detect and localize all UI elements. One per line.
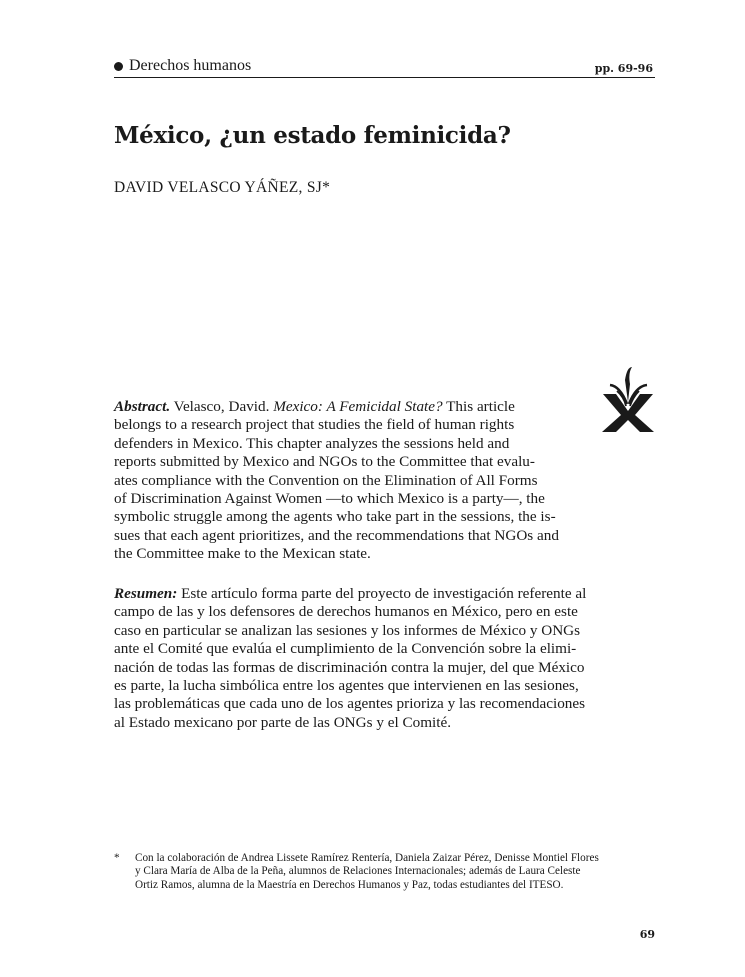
resumen-paragraph bbox=[114, 585, 655, 732]
resumen-line: campo de las y los defensores de derechos humanos en México, pero en este bbox=[114, 603, 578, 621]
footnote bbox=[114, 852, 655, 892]
abstract-line: ates compliance with the Convention on the Elimination of All Forms bbox=[114, 471, 538, 489]
resumen-line: es parte, la lucha simbólica entre los agentes que intervienen en las sesiones, bbox=[114, 677, 579, 695]
resumen-line: Este artículo forma parte del proyecto de investigación referente al bbox=[181, 585, 587, 602]
section-bullet-icon bbox=[114, 62, 123, 71]
abstract-line: defenders in Mexico. This chapter analyzes the sessions held and bbox=[114, 434, 510, 452]
abstract-paragraph bbox=[114, 398, 644, 564]
resumen-label: Resumen: bbox=[114, 585, 178, 602]
abstract-line: belongs to a research project that studies the field of human rights bbox=[114, 416, 515, 434]
page-range: pp. 69-96 bbox=[594, 62, 653, 75]
article-title: México, ¿un estado feminicida? bbox=[114, 122, 511, 149]
abstract-line: of Discrimination Against Women —to which Mexico is a party—, the bbox=[114, 490, 545, 508]
footnote-mark: * bbox=[114, 852, 120, 864]
page-number: 69 bbox=[639, 928, 655, 941]
resumen-line: caso en particular se analizan las sesiones y los informes de México y ONGs bbox=[114, 621, 581, 639]
abstract-line: symbolic struggle among the agents who take part in the sessions, the is- bbox=[114, 508, 556, 526]
abstract-citation-author: Velasco, David. bbox=[173, 398, 270, 415]
resumen-line: ante el Comité que evalúa el cumplimiento de la Convención sobre la elimi- bbox=[114, 640, 577, 658]
footnote-line: Ortiz Ramos, alumna de la Maestría en Derechos Humanos y Paz, todas estudiantes del ITESO. bbox=[135, 878, 564, 891]
footnote-line: Con la colaboración de Andrea Lissete Ramírez Rentería, Daniela Zaizar Pérez, Denisse Montiel Flores bbox=[135, 852, 599, 864]
running-header-section bbox=[114, 57, 251, 75]
header-divider bbox=[114, 77, 655, 78]
abstract-citation-title: Mexico: A Femicidal State? bbox=[273, 398, 443, 415]
abstract-line: the Committee make to the Mexican state. bbox=[114, 545, 371, 563]
abstract-line: This article bbox=[446, 398, 515, 415]
section-name: Derechos humanos bbox=[129, 57, 252, 74]
resumen-line: al Estado mexicano por parte de las ONGs y el Comité. bbox=[114, 713, 451, 731]
footnote-line: y Clara María de Alba de la Peña, alumnos de Relaciones Internacionales; además de Laura Celeste bbox=[135, 865, 581, 878]
article-author: DAVID VELASCO YÁÑEZ, SJ* bbox=[114, 179, 331, 196]
abstract-label: Abstract. bbox=[114, 398, 171, 415]
footnote-text bbox=[135, 852, 599, 892]
resumen-line: las problemáticas que cada uno de los agentes prioriza y las recomendaciones bbox=[114, 695, 586, 713]
resumen-line: nación de todas las formas de discriminación contra la mujer, del que México bbox=[114, 658, 585, 676]
abstract-line: reports submitted by Mexico and NGOs to the Committee that evalu- bbox=[114, 453, 535, 471]
abstract-line: sues that each agent prioritizes, and the recommendations that NGOs and bbox=[114, 526, 559, 544]
